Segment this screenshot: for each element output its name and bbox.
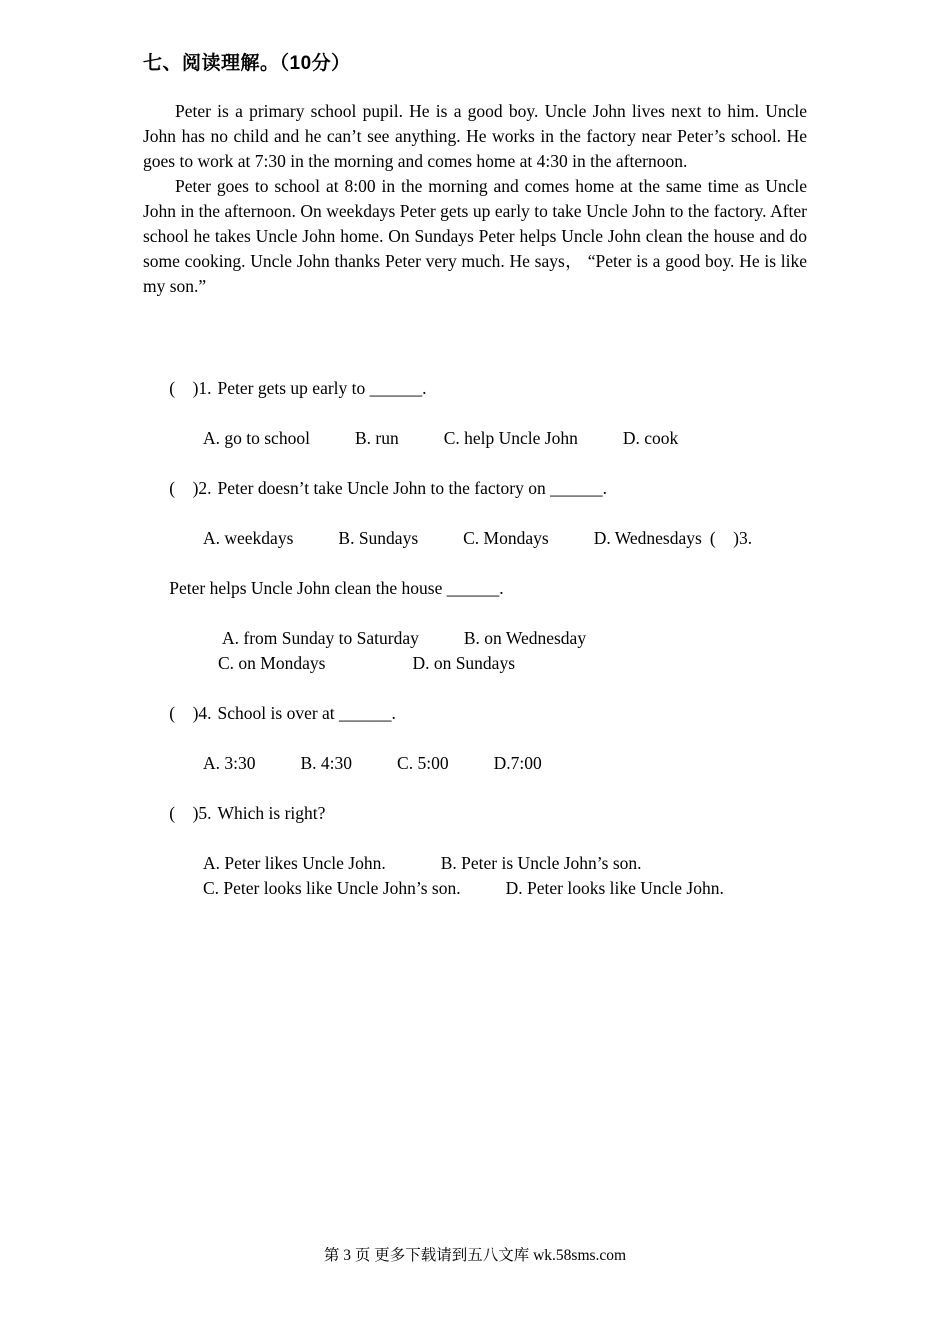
question-1-option-b: B. run bbox=[354, 428, 399, 448]
question-2-options bbox=[143, 526, 807, 551]
question-1-options bbox=[143, 426, 807, 451]
question-5-options-row-1 bbox=[143, 851, 807, 876]
question-3-options-row-2 bbox=[143, 651, 807, 676]
question-1-line bbox=[143, 351, 807, 426]
question-4-options bbox=[143, 751, 807, 776]
answer-bracket-4: ( )4. bbox=[169, 703, 212, 723]
passage-paragraph-1: Peter is a primary school pupil. He is a good boy. Uncle John lives next to him. Uncle John has no child and he can’t see anything. He works in the factory near Peter’s school. He goes to work at 7:30 in the morning and comes home at 4:30 in the afternoon. bbox=[143, 101, 807, 171]
question-5-option-c: C. Peter looks like Uncle John’s son. bbox=[203, 878, 461, 898]
question-3-stem: Peter helps Uncle John clean the house ______. bbox=[169, 578, 504, 598]
question-5-options-row-2 bbox=[143, 876, 807, 901]
questions-section bbox=[143, 351, 807, 901]
question-1-option-c: C. help Uncle John bbox=[443, 428, 578, 448]
question-4-option-b: B. 4:30 bbox=[300, 753, 353, 773]
question-5-option-d: D. Peter looks like Uncle John. bbox=[505, 878, 724, 898]
question-1-option-d: D. cook bbox=[622, 428, 679, 448]
question-4-line bbox=[143, 676, 807, 751]
page-footer bbox=[0, 1246, 950, 1266]
question-4-option-c: C. 5:00 bbox=[397, 753, 449, 773]
question-4-option-a: A. 3:30 bbox=[203, 753, 256, 773]
question-5-option-a: A. Peter likes Uncle John. bbox=[203, 853, 386, 873]
question-3-option-a: A. from Sunday to Saturday bbox=[222, 628, 419, 648]
question-2-stem: Peter doesn’t take Uncle John to the factory on ______. bbox=[217, 478, 607, 498]
question-2-option-d: D. Wednesdays bbox=[593, 528, 702, 548]
section-title: 七、阅读理解。（10分） bbox=[143, 53, 351, 74]
question-2-option-a: A. weekdays bbox=[203, 528, 294, 548]
answer-bracket-1: ( )1. bbox=[169, 378, 212, 398]
question-2-line bbox=[143, 451, 807, 526]
footer-text: 第 3 页 更多下载请到五八文库 wk.58sms.com bbox=[323, 1247, 627, 1264]
question-1-stem: Peter gets up early to ______. bbox=[217, 378, 427, 398]
question-3-option-c: C. on Mondays bbox=[218, 653, 326, 673]
question-5-line bbox=[143, 776, 807, 851]
question-2-option-c: C. Mondays bbox=[463, 528, 549, 548]
answer-bracket-2: ( )2. bbox=[169, 478, 212, 498]
reading-passage bbox=[143, 99, 807, 299]
answer-bracket-3: ( )3. bbox=[709, 528, 753, 548]
question-5-stem: Which is right? bbox=[217, 803, 326, 823]
question-3-option-b: B. on Wednesday bbox=[463, 628, 587, 648]
question-3-option-d: D. on Sundays bbox=[412, 653, 516, 673]
passage-paragraph-2: Peter goes to school at 8:00 in the morning and comes home at the same time as Uncle John in the afternoon. On weekdays Peter gets up early to take Uncle John to the factory. After school he takes Uncle John home. On Sundays Peter helps Uncle John clean the house and do some cooking. Uncle John thanks Peter very much. He says， “Peter is a good boy. He is like my son.” bbox=[143, 176, 807, 296]
answer-bracket-5: ( )5. bbox=[169, 803, 212, 823]
question-3-options-row-1 bbox=[143, 626, 807, 651]
question-3-stem-line bbox=[143, 551, 807, 626]
question-2-option-b: B. Sundays bbox=[338, 528, 419, 548]
question-4-option-d: D.7:00 bbox=[493, 753, 542, 773]
question-4-stem: School is over at ______. bbox=[217, 703, 396, 723]
question-1-option-a: A. go to school bbox=[203, 428, 310, 448]
question-5-option-b: B. Peter is Uncle John’s son. bbox=[440, 853, 642, 873]
